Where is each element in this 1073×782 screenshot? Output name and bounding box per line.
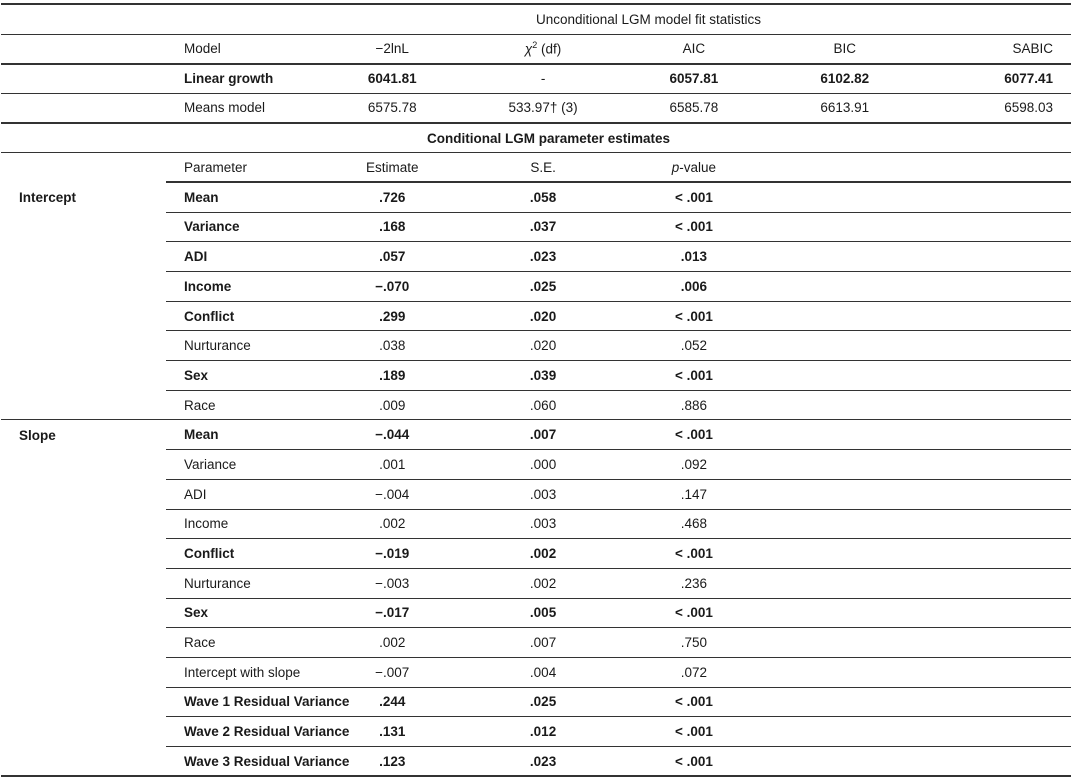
param-name: ADI (166, 479, 317, 509)
param-empty (769, 182, 920, 212)
header-chi-square (468, 34, 619, 64)
param-name: Wave 1 Residual Variance (166, 687, 317, 717)
param-se: .004 (468, 657, 619, 687)
header-sabic: SABIC (920, 34, 1071, 64)
param-row (1, 598, 1071, 628)
param-estimate: −.017 (317, 598, 468, 628)
param-se: .039 (468, 361, 619, 391)
param-empty (920, 687, 1071, 717)
param-name: ADI (166, 242, 317, 272)
header-bic: BIC (769, 34, 920, 64)
param-group (1, 301, 166, 331)
param-row (1, 331, 1071, 361)
header-parameter: Parameter (166, 153, 317, 183)
param-empty (920, 301, 1071, 331)
param-row (1, 450, 1071, 480)
p-suffix: -value (679, 159, 717, 175)
param-estimate: .002 (317, 628, 468, 658)
param-estimate: .009 (317, 390, 468, 420)
param-group (1, 450, 166, 480)
param-empty (920, 628, 1071, 658)
param-p-value: .468 (618, 509, 769, 539)
param-row (1, 361, 1071, 391)
param-name: Sex (166, 361, 317, 391)
param-row (1, 628, 1071, 658)
param-row (1, 687, 1071, 717)
param-group (1, 242, 166, 272)
param-p-value: .013 (618, 242, 769, 272)
param-group (1, 687, 166, 717)
param-group (1, 272, 166, 302)
fit-header-row (1, 34, 1071, 64)
param-se: .007 (468, 420, 619, 450)
param-group (1, 331, 166, 361)
param-se: .023 (468, 747, 619, 777)
param-estimate: −.004 (317, 479, 468, 509)
chi-df-label: (df) (537, 41, 562, 57)
param-group: Slope (19, 427, 56, 443)
param-estimate: −.070 (317, 272, 468, 302)
param-empty (920, 420, 1071, 450)
fit-lnl: 6575.78 (317, 93, 468, 123)
param-empty (769, 390, 920, 420)
param-row (1, 509, 1071, 539)
param-empty (920, 657, 1071, 687)
param-name: Variance (166, 450, 317, 480)
param-estimate: .244 (317, 687, 468, 717)
param-empty (769, 717, 920, 747)
param-se: .005 (468, 598, 619, 628)
param-se: .025 (468, 687, 619, 717)
header-aic: AIC (618, 34, 769, 64)
fit-title-row (1, 4, 1071, 34)
param-estimate: .299 (317, 301, 468, 331)
param-empty (920, 331, 1071, 361)
param-row (1, 568, 1071, 598)
param-p-value: < .001 (618, 598, 769, 628)
param-empty (920, 212, 1071, 242)
fit-sabic: 6077.41 (920, 64, 1071, 94)
param-group (1, 717, 166, 747)
fit-bic: 6613.91 (769, 93, 920, 123)
params-title-row (1, 123, 1071, 153)
param-estimate: .131 (317, 717, 468, 747)
param-name: Income (166, 509, 317, 539)
fit-chi: 533.97† (3) (468, 93, 619, 123)
param-empty (769, 479, 920, 509)
param-empty (769, 212, 920, 242)
param-p-value: .886 (618, 390, 769, 420)
param-row (1, 747, 1071, 777)
param-se: .023 (468, 242, 619, 272)
fit-sabic: 6598.03 (920, 93, 1071, 123)
fit-row (1, 93, 1071, 123)
param-row (1, 539, 1071, 569)
param-se: .037 (468, 212, 619, 242)
param-group (1, 628, 166, 658)
param-p-value: < .001 (618, 420, 769, 450)
param-p-value: < .001 (618, 717, 769, 747)
param-row (1, 657, 1071, 687)
chi-symbol: χ (524, 41, 533, 57)
param-name: Conflict (166, 301, 317, 331)
param-row (1, 479, 1071, 509)
param-empty (769, 568, 920, 598)
param-se: .012 (468, 717, 619, 747)
param-row (1, 182, 1071, 212)
param-estimate: .168 (317, 212, 468, 242)
param-p-value: < .001 (618, 182, 769, 212)
param-group (1, 361, 166, 391)
param-se: .007 (468, 628, 619, 658)
param-name: Wave 2 Residual Variance (166, 717, 317, 747)
param-name: Conflict (166, 539, 317, 569)
param-se: .058 (468, 182, 619, 212)
param-empty (920, 479, 1071, 509)
p-italic: p (671, 159, 680, 175)
fit-row (1, 64, 1071, 94)
header-model: Model (166, 34, 317, 64)
param-empty (769, 509, 920, 539)
lgm-results-table (1, 3, 1071, 777)
fit-chi: - (468, 64, 619, 94)
param-se: .003 (468, 479, 619, 509)
param-empty (769, 747, 920, 777)
param-estimate: −.003 (317, 568, 468, 598)
param-empty (769, 657, 920, 687)
param-name: Race (166, 628, 317, 658)
param-p-value: .750 (618, 628, 769, 658)
param-se: .025 (468, 272, 619, 302)
param-estimate: .002 (317, 509, 468, 539)
param-se: .002 (468, 539, 619, 569)
chi-superscript: 2 (532, 40, 538, 51)
fit-model-name: Linear growth (166, 64, 317, 94)
param-name: Nurturance (166, 331, 317, 361)
param-empty (920, 182, 1071, 212)
param-empty (920, 390, 1071, 420)
param-row (1, 272, 1071, 302)
param-group (1, 539, 166, 569)
param-name: Income (166, 272, 317, 302)
params-body (1, 182, 1071, 776)
param-name: Mean (166, 420, 317, 450)
param-name: Nurturance (166, 568, 317, 598)
fit-aic: 6057.81 (618, 64, 769, 94)
header-lnl: −2lnL (317, 34, 468, 64)
param-group (1, 479, 166, 509)
header-p-value (618, 153, 769, 183)
param-p-value: < .001 (618, 301, 769, 331)
param-group (1, 212, 166, 242)
param-name: Wave 3 Residual Variance (166, 747, 317, 777)
param-empty (920, 717, 1071, 747)
params-header-row (1, 153, 1071, 183)
param-name: Race (166, 390, 317, 420)
fit-bic: 6102.82 (769, 64, 920, 94)
fit-aic: 6585.78 (618, 93, 769, 123)
param-empty (769, 628, 920, 658)
param-group (1, 509, 166, 539)
param-p-value: .072 (618, 657, 769, 687)
param-estimate: .123 (317, 747, 468, 777)
param-group (1, 657, 166, 687)
param-estimate: .189 (317, 361, 468, 391)
param-p-value: < .001 (618, 747, 769, 777)
param-empty (920, 568, 1071, 598)
param-row (1, 390, 1071, 420)
param-empty (769, 687, 920, 717)
param-p-value: < .001 (618, 687, 769, 717)
param-empty (769, 272, 920, 302)
fit-table-title: Unconditional LGM model fit statistics (166, 4, 1071, 34)
param-se: .000 (468, 450, 619, 480)
param-p-value: .236 (618, 568, 769, 598)
param-empty (920, 509, 1071, 539)
param-estimate: .001 (317, 450, 468, 480)
param-row (1, 717, 1071, 747)
param-name: Variance (166, 212, 317, 242)
param-name: Sex (166, 598, 317, 628)
param-empty (769, 242, 920, 272)
fit-model-name: Means model (166, 93, 317, 123)
param-estimate: .726 (317, 182, 468, 212)
param-empty (920, 450, 1071, 480)
param-estimate: .038 (317, 331, 468, 361)
param-group (1, 747, 166, 777)
param-se: .020 (468, 331, 619, 361)
param-estimate: .057 (317, 242, 468, 272)
param-group: Intercept (19, 189, 77, 205)
param-empty (920, 361, 1071, 391)
param-group (1, 390, 166, 420)
param-p-value: .147 (618, 479, 769, 509)
param-p-value: .092 (618, 450, 769, 480)
param-empty (769, 598, 920, 628)
param-empty (769, 331, 920, 361)
param-se: .002 (468, 568, 619, 598)
param-empty (769, 361, 920, 391)
param-p-value: < .001 (618, 539, 769, 569)
param-empty (920, 272, 1071, 302)
param-estimate: −.007 (317, 657, 468, 687)
param-empty (769, 450, 920, 480)
param-empty (920, 598, 1071, 628)
param-estimate: −.019 (317, 539, 468, 569)
param-estimate: −.044 (317, 420, 468, 450)
param-p-value: .052 (618, 331, 769, 361)
param-row (1, 242, 1071, 272)
param-group (1, 568, 166, 598)
params-table-title: Conditional LGM parameter estimates (166, 123, 1071, 153)
param-empty (769, 539, 920, 569)
header-estimate: Estimate (317, 153, 468, 183)
param-p-value: < .001 (618, 212, 769, 242)
param-row (1, 212, 1071, 242)
param-row (1, 420, 1071, 450)
param-name: Mean (166, 182, 317, 212)
param-se: .060 (468, 390, 619, 420)
param-empty (920, 747, 1071, 777)
param-p-value: < .001 (618, 361, 769, 391)
param-se: .003 (468, 509, 619, 539)
header-se: S.E. (468, 153, 619, 183)
fit-lnl: 6041.81 (317, 64, 468, 94)
param-row (1, 301, 1071, 331)
param-empty (769, 301, 920, 331)
param-empty (769, 420, 920, 450)
param-empty (920, 539, 1071, 569)
param-se: .020 (468, 301, 619, 331)
param-group (1, 598, 166, 628)
param-empty (920, 242, 1071, 272)
param-p-value: .006 (618, 272, 769, 302)
param-name: Intercept with slope (166, 657, 317, 687)
